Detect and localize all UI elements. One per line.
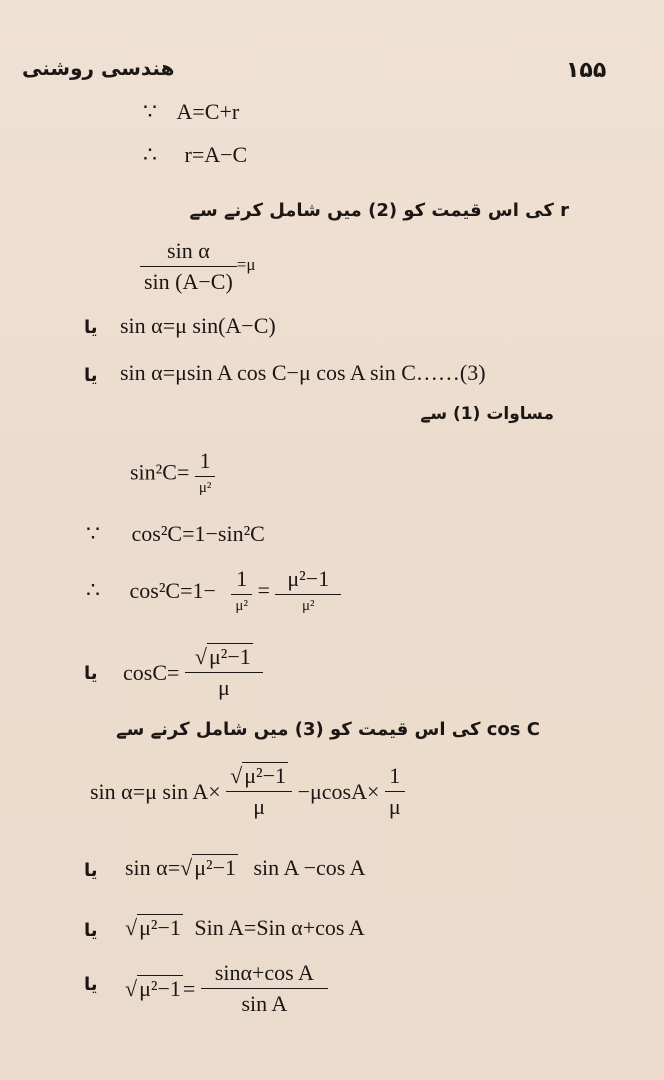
equation-line: $\frac{\text{sin α}}{\sin (A-C)}$ =μ: [140, 238, 256, 296]
equation-line: sin α=√μ²−1 sin A −cos A: [125, 855, 366, 880]
equation-line: √μ²−1= $\frac{\text{sinα+cos A}}{\text{sin A}}$: [125, 960, 328, 1018]
equation-line: ∴ r=A−C: [143, 142, 248, 167]
ya-marker: یا: [84, 860, 98, 881]
fraction: $\frac{\text{μ²−1}}{\text{μ²}}$: [275, 566, 341, 615]
equation-line: ∴ cos²C=1− $\frac{1}{\text{μ²}}$ = $\frac{\text{μ²−1}}{\text{μ²}}$: [86, 566, 341, 615]
equation-line: sin²C= $\frac{1}{\text{μ²}}$: [130, 448, 215, 497]
therefore-symbol: ∴: [86, 577, 100, 603]
since-symbol: ∵: [86, 521, 100, 546]
fraction: $\frac{\text{√μ²−1}}{\mu}$: [185, 644, 263, 702]
equation-line: ∵ A=C+r: [143, 99, 240, 124]
ya-marker: یا: [84, 317, 98, 338]
therefore-symbol: ∴: [143, 142, 157, 167]
fraction: $\frac{1}{\mu}$: [385, 763, 405, 821]
fraction: $\frac{\text{sin α}}{\sin (A-C)}$: [140, 238, 237, 296]
equation-line: sin α=μsin A cos C−μ cos A sin C……(3): [120, 360, 486, 385]
running-head: هندسی روشنی: [22, 56, 175, 80]
fraction: $\frac{\text{sinα+cos A}}{\text{sin A}}$: [201, 960, 328, 1018]
page-number: ۱۵۵: [566, 58, 607, 83]
ya-marker: یا: [84, 365, 98, 386]
fraction: $\frac{\text{√μ²−1}}{\mu}$: [226, 763, 292, 821]
ya-marker: یا: [84, 920, 98, 941]
urdu-sentence: cos C کی اس قیمت کو (3) میں شامل کرنے سے: [116, 719, 540, 740]
equation-line: ∵ cos²C=1−sin²C: [86, 521, 265, 546]
equation-line: √μ²−1 Sin A=Sin α+cos A: [125, 915, 365, 940]
equation-line: cosC= $\frac{\text{√μ²−1}}{\mu}$: [123, 644, 263, 702]
fraction: $\frac{1}{\text{μ²}}$: [231, 566, 252, 615]
since-symbol: ∵: [143, 99, 157, 124]
ya-marker: یا: [84, 663, 98, 684]
equation-line: sin α=μ sin A× $\frac{\text{√μ²−1}}{\mu}$ −μcosA× $\frac{1}{\mu}$: [90, 763, 405, 821]
urdu-sentence: r کی اس قیمت کو (2) میں شامل کرنے سے: [189, 200, 569, 221]
urdu-sentence: مساوات (1) سے: [420, 404, 554, 424]
fraction: $\frac{1}{\text{μ²}}$: [195, 448, 216, 497]
ya-marker: یا: [84, 974, 98, 995]
equation-line: sin α=μ sin(A−C): [120, 313, 276, 338]
